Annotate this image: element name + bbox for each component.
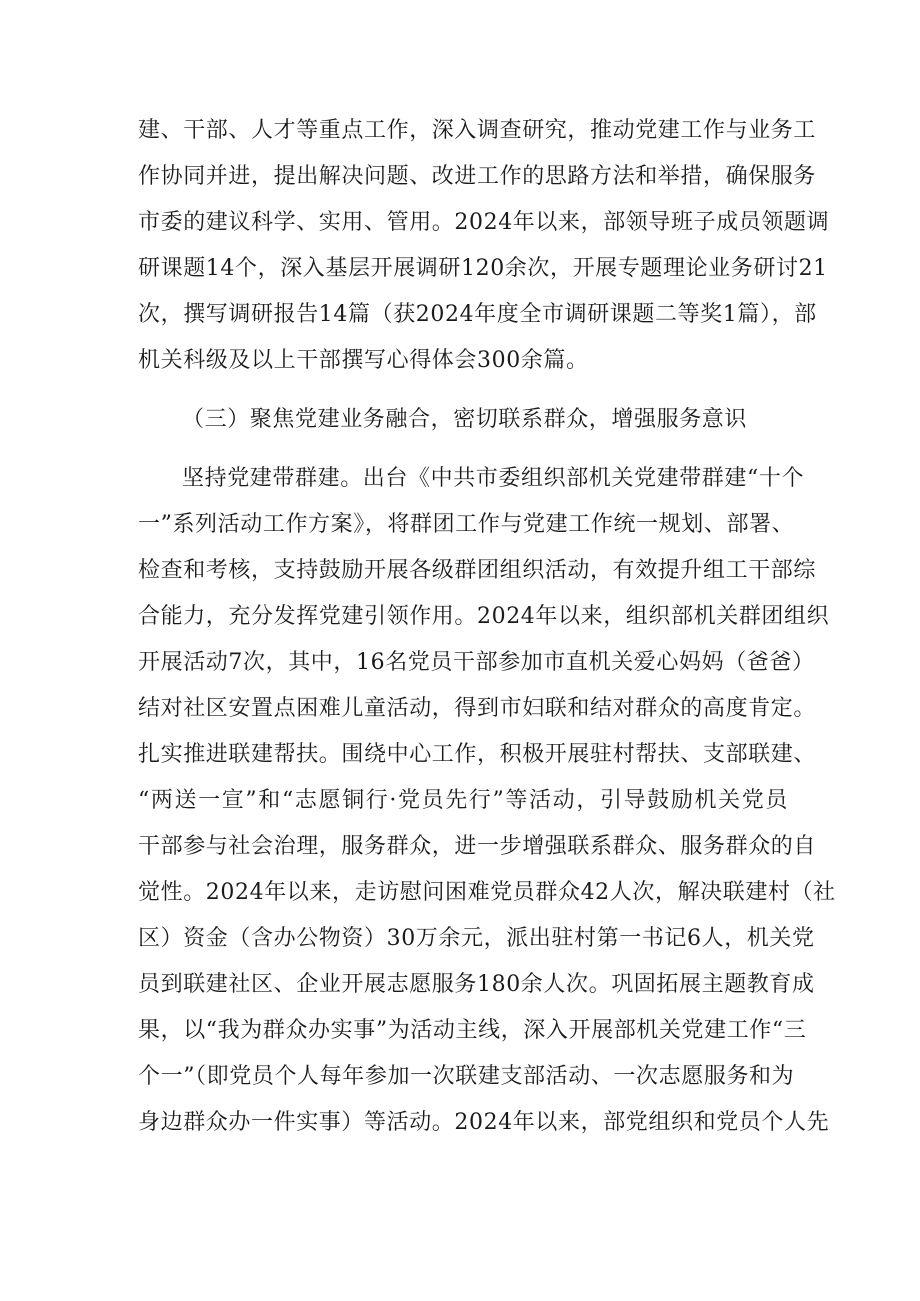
text-line: 员到联建社区、企业开展志愿服务180余人次。巩固拓展主题教育成 [138,972,815,997]
text-line: 身边群众办一件实事）等活动。2024年以来，部党组织和党员个人先 [138,1110,830,1135]
text-line: 建、干部、人才等重点工作，深入调查研究，推动党建工作与业务工 [138,118,817,143]
section-heading: （三）聚焦党建业务融合，密切联系群众，增强服务意识 [182,407,748,432]
text-line: 坚持党建带群建。出台《中共市委组织部机关党建带群建“十个 [182,466,805,491]
text-line: 扎实推进联建帮扶。围绕中心工作，积极开展驻村帮扶、支部联建、 [138,742,817,767]
text-line: 干部参与社会治理，服务群众，进一步增强联系群众、服务群众的自 [138,834,817,859]
text-line: 个一”（即党员个人每年参加一次联建支部活动、一次志愿服务和为 [138,1064,795,1089]
text-line: 次，撰写调研报告14篇（获2024年度全市调研课题二等奖1篇），部 [138,302,817,327]
text-line: 机关科级及以上干部撰写心得体会300余篇。 [138,348,589,373]
text-line: 开展活动7次，其中，16名党员干部参加市直机关爱心妈妈（爸爸） [138,650,815,675]
text-line: 区）资金（含办公物资）30万余元，派出驻村第一书记6人，机关党 [138,926,815,951]
text-line: 结对社区安置点困难儿童活动，得到市妇联和结对群众的高度肯定。 [138,696,817,721]
text-line: 作协同并进，提出解决问题、改进工作的思路方法和举措，确保服务 [138,164,817,189]
document-body [138,108,836,1146]
text-line: 检查和考核，支持鼓励开展各级群团组织活动，有效提升组工干部综 [138,558,817,583]
paragraph-party-building [138,456,836,1146]
text-line: 市委的建议科学、实用、管用。2024年以来，部领导班子成员领题调 [138,210,830,235]
text-line: 一”系列活动工作方案》，将群团工作与党建工作统一规划、部署、 [138,512,795,537]
text-line: 合能力，充分发挥党建引领作用。2024年以来，组织部机关群团组织 [138,604,830,629]
text-line: “两送一宣”和“志愿铜行·党员先行”等活动，引导鼓励机关党员 [138,788,788,813]
text-line: 研课题14个，深入基层开展调研120余次，开展专题理论业务研讨21 [138,256,828,281]
paragraph-research [138,108,830,384]
text-line: 觉性。2024年以来，走访慰问困难党员群众42人次，解决联建村（社 [138,880,836,905]
text-line: 果，以“我为群众办实事”为活动主线，深入开展部机关党建工作“三 [138,1018,807,1043]
